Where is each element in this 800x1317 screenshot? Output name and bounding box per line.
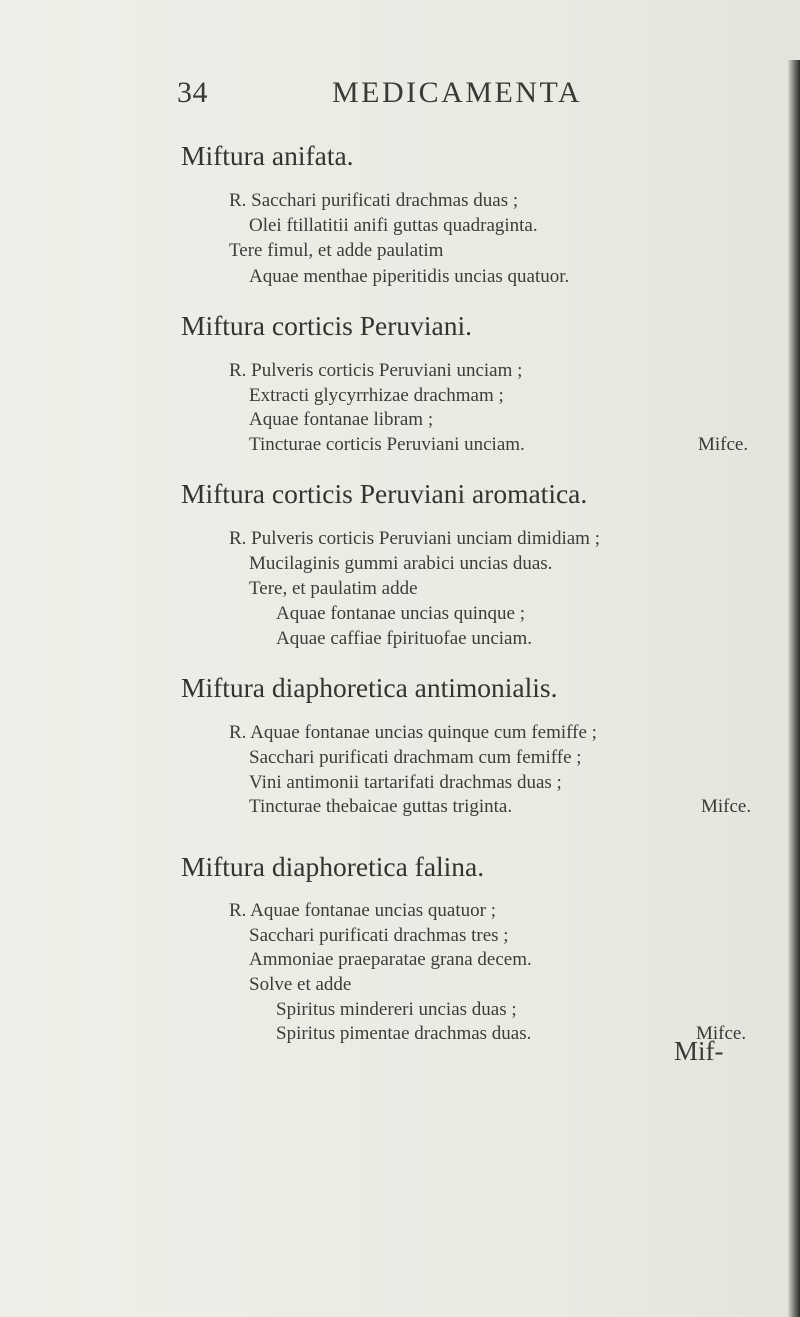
- recipe-line: Tere, et paulatim adde: [249, 578, 418, 599]
- recipe-line: R. Aquae fontanae uncias quatuor ;: [229, 900, 496, 921]
- recipe-line: Extracti glycyrrhizae drachmam ;: [249, 385, 504, 406]
- recipe-end-word: Mifce.: [696, 1023, 747, 1044]
- recipe-line: R. Aquae fontanae uncias quinque cum femiffe ;: [229, 722, 597, 743]
- page-edge-shadow: [788, 60, 800, 1317]
- recipe-title: Miftura corticis Peruviani.: [181, 310, 472, 341]
- recipe-line: Spiritus pimentae drachmas duas.: [276, 1023, 532, 1044]
- recipe-line: Sacchari purificati drachmas tres ;: [249, 925, 509, 946]
- recipe-title: Miftura anifata.: [181, 140, 354, 171]
- recipe-line: Tincturae corticis Peruviani unciam.: [249, 434, 525, 455]
- running-head: MEDICAMENTA: [332, 76, 583, 109]
- recipe-line: Olei ftillatitii anifi guttas quadraginta.: [249, 215, 538, 236]
- recipe-line: Aquae fontanae libram ;: [249, 409, 434, 430]
- recipe-line: Spiritus mindereri uncias duas ;: [276, 999, 517, 1020]
- recipe-line: Tincturae thebaicae guttas triginta.: [249, 796, 513, 817]
- recipe-line: R. Pulveris corticis Peruviani unciam ;: [229, 360, 523, 381]
- page-number: 34: [177, 76, 208, 109]
- catchword: Mif-: [674, 1036, 724, 1066]
- recipe-line: Aquae caffiae fpirituofae unciam.: [276, 628, 533, 649]
- recipe-title: Miftura diaphoretica antimonialis.: [181, 672, 558, 703]
- recipe-title: Miftura diaphoretica falina.: [181, 851, 485, 882]
- recipe-line: R. Sacchari purificati drachmas duas ;: [229, 190, 519, 211]
- recipe-line: Vini antimonii tartarifati drachmas duas ;: [249, 772, 562, 793]
- recipe-line: Aquae menthae piperitidis uncias quatuor.: [249, 266, 570, 287]
- recipe-title: Miftura corticis Peruviani aromatica.: [181, 478, 588, 509]
- recipe-line: Mucilaginis gummi arabici uncias duas.: [249, 553, 553, 574]
- recipe-end-word: Mifce.: [698, 434, 749, 455]
- recipe-line: Tere fimul, et adde paulatim: [229, 240, 444, 261]
- recipe-line: Solve et adde: [249, 974, 352, 995]
- page-header: [0, 76, 800, 116]
- recipe-line: R. Pulveris corticis Peruviani unciam dimidiam ;: [229, 528, 600, 549]
- recipe-line: Aquae fontanae uncias quinque ;: [276, 603, 526, 624]
- recipe-line: Ammoniae praeparatae grana decem.: [249, 949, 532, 970]
- recipe-end-word: Mifce.: [701, 796, 752, 817]
- recipe-line: Sacchari purificati drachmam cum femiffe ;: [249, 747, 582, 768]
